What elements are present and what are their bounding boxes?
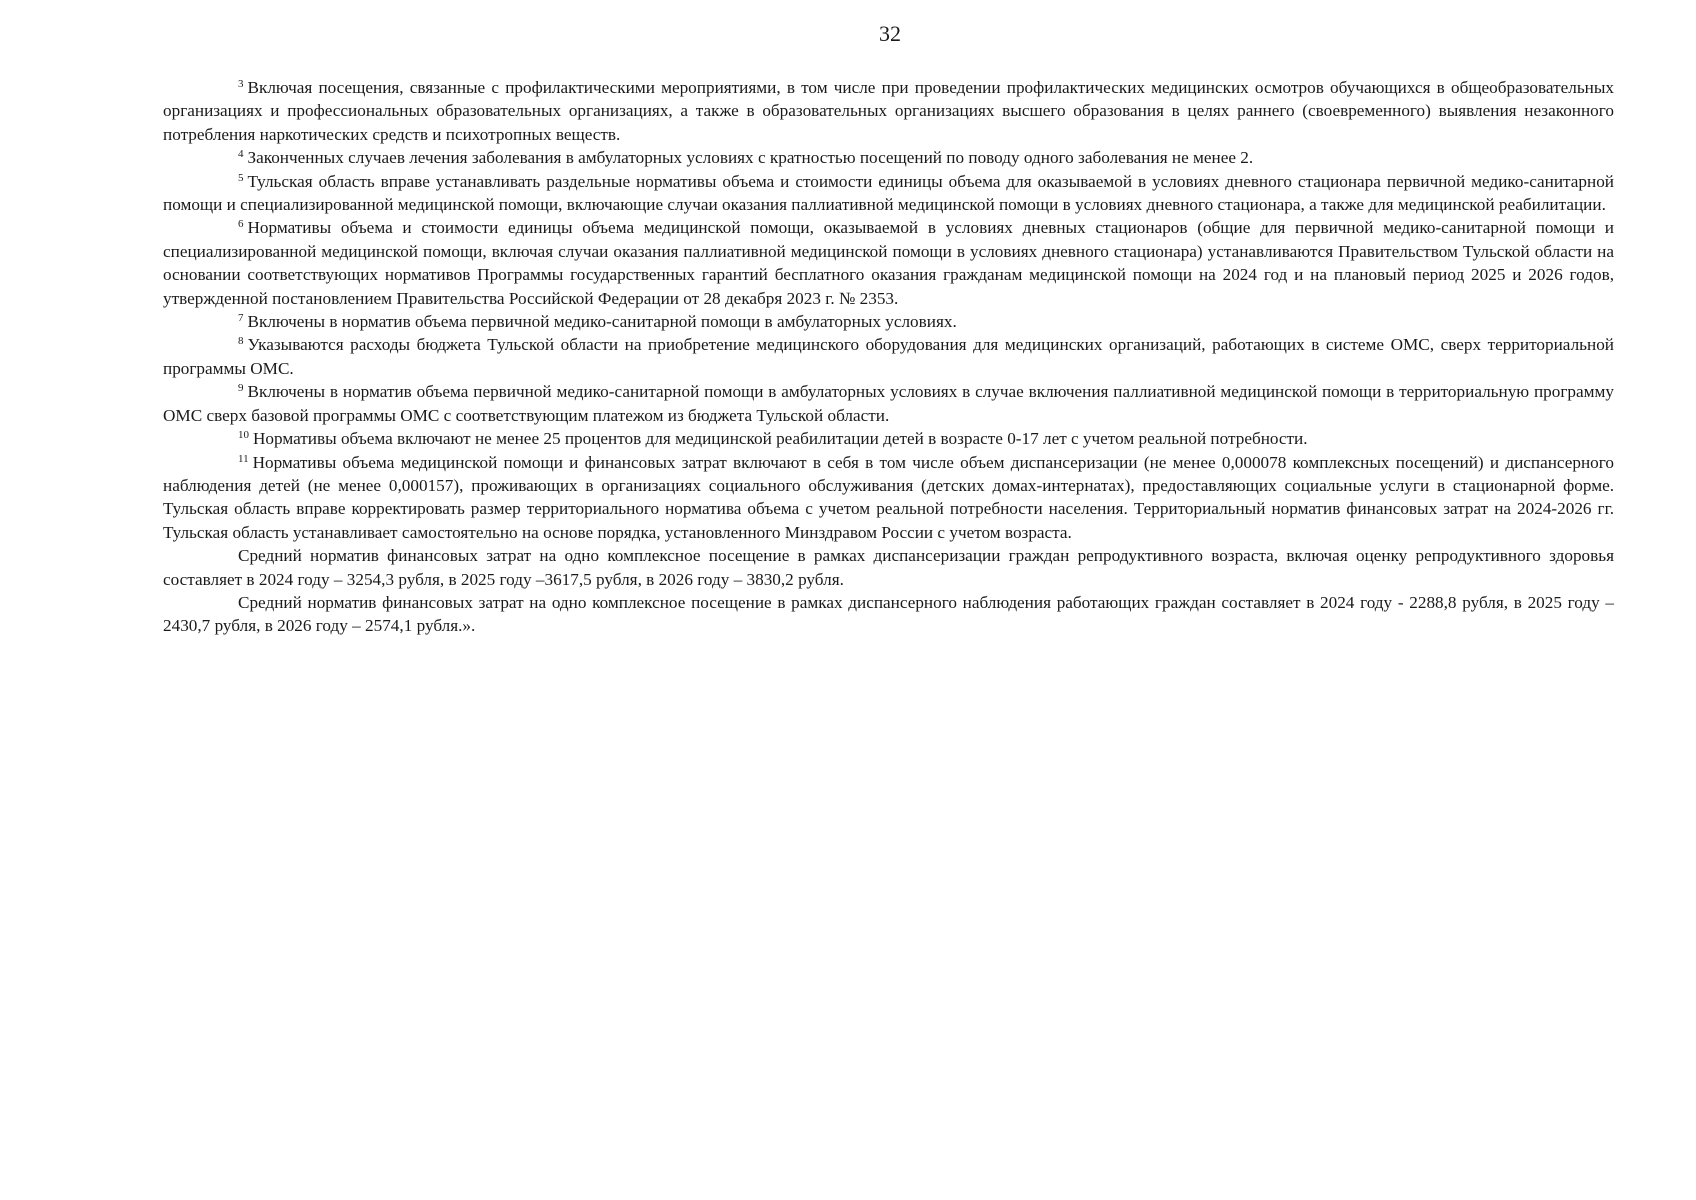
footnote-text: Тульская область вправе устанавливать раздельные нормативы объема и стоимости единицы объема для оказываемой в условиях дневного стационара первичной медико-санитарной помощи и специализированной медицинской помощи, включающие случаи оказания паллиативной медицинской помощи в условиях дневного стационара, а также для медицинской реабилитации. [163, 171, 1614, 215]
page-number: 32 [879, 21, 901, 46]
paragraph-reproductive-cost [163, 544, 1614, 591]
footnote-marker: 8 [238, 335, 244, 348]
footnote-marker: 6 [238, 218, 244, 231]
footnotes-body [163, 76, 1614, 638]
footnote-3 [163, 76, 1614, 146]
footnote-5 [163, 170, 1614, 217]
footnote-text: Включая посещения, связанные с профилактическими мероприятиями, в том числе при проведении профилактических медицинских осмотров обучающихся в общеобразовательных организациях и профессиональных образовательных организациях, а также в образовательных организациях высшего образования в целях раннего (своевременного) выявления незаконного потребления наркотических средств и психотропных веществ. [163, 78, 1614, 144]
footnote-marker: 7 [238, 312, 244, 325]
paragraph-text: Средний норматив финансовых затрат на одно комплексное посещение в рамках диспансерного наблюдения работающих граждан составляет в 2024 году - 2288,8 рубля, в 2025 году – 2430,7 рубля, в 2026 году – 2574,1 рубля.». [163, 592, 1614, 636]
footnote-10 [163, 427, 1614, 450]
paragraph-dispensary-cost [163, 591, 1614, 638]
footnote-text: Нормативы объема медицинской помощи и финансовых затрат включают в себя в том числе объем диспансеризации (не менее 0,000078 комплексных посещений) и диспансерного наблюдения детей (не менее 0,000157), проживающих в организациях социального обслуживания (детских домах-интернатах), предоставляющих социальные услуги в стационарной форме. Тульская область вправе корректировать размер территориального норматива объема с учетом реальной потребности населения. Территориальный норматив финансовых затрат на 2024-2026 гг. Тульская область устанавливает самостоятельно на основе порядка, установленного Минздравом России с учетом возраста. [163, 452, 1614, 542]
footnote-marker: 4 [238, 148, 244, 161]
footnote-6 [163, 216, 1614, 310]
footnote-7 [163, 310, 1614, 333]
footnote-marker: 5 [238, 171, 244, 184]
footnote-text: Включены в норматив объема первичной медико-санитарной помощи в амбулаторных условиях в случае включения паллиативной медицинской помощи в территориальную программу ОМС сверх базовой программы ОМС с соответствующим платежом из бюджета Тульской области. [163, 382, 1614, 425]
footnote-9 [163, 380, 1614, 427]
footnote-text: Включены в норматив объема первичной медико-санитарной помощи в амбулаторных условиях. [247, 312, 957, 332]
footnote-text: Законченных случаев лечения заболевания в амбулаторных условиях с кратностью посещений по поводу одного заболевания не менее 2. [247, 148, 1254, 168]
footnote-4 [163, 146, 1614, 169]
footnote-8 [163, 333, 1614, 380]
footnote-marker: 10 [238, 429, 249, 442]
paragraph-text: Средний норматив финансовых затрат на одно комплексное посещение в рамках диспансеризации граждан репродуктивного возраста, включая оценку репродуктивного здоровья составляет в 2024 году – 3254,3 рубля, в 2025 году –3617,5 рубля, в 2026 году – 3830,2 рубля. [163, 546, 1614, 589]
footnote-text: Нормативы объема и стоимости единицы объема медицинской помощи, оказываемой в условиях дневных стационаров (общие для первичной медико-санитарной помощи и специализированной медицинской помощи, включая случаи оказания паллиативной медицинской помощи в условиях дневного стационара) устанавливаются Правительством Тульской области на основании соответствующих нормативов Программы государственных гарантий бесплатного оказания гражданам медицинской помощи на 2024 год и на плановый период 2025 и 2026 годов, утвержденной постановлением Правительства Российской Федерации от 28 декабря 2023 г. № 2353. [163, 218, 1614, 308]
footnote-text: Указываются расходы бюджета Тульской области на приобретение медицинского оборудования для медицинских организаций, работающих в системе ОМС, сверх территориальной программы ОМС. [163, 335, 1614, 378]
footnote-11 [163, 451, 1614, 545]
footnote-text: Нормативы объема включают не менее 25 процентов для медицинской реабилитации детей в возрасте 0-17 лет с учетом реальной потребности. [253, 429, 1308, 449]
footnote-marker: 11 [238, 452, 249, 465]
footnote-marker: 9 [238, 382, 244, 395]
footnote-marker: 3 [238, 78, 244, 90]
